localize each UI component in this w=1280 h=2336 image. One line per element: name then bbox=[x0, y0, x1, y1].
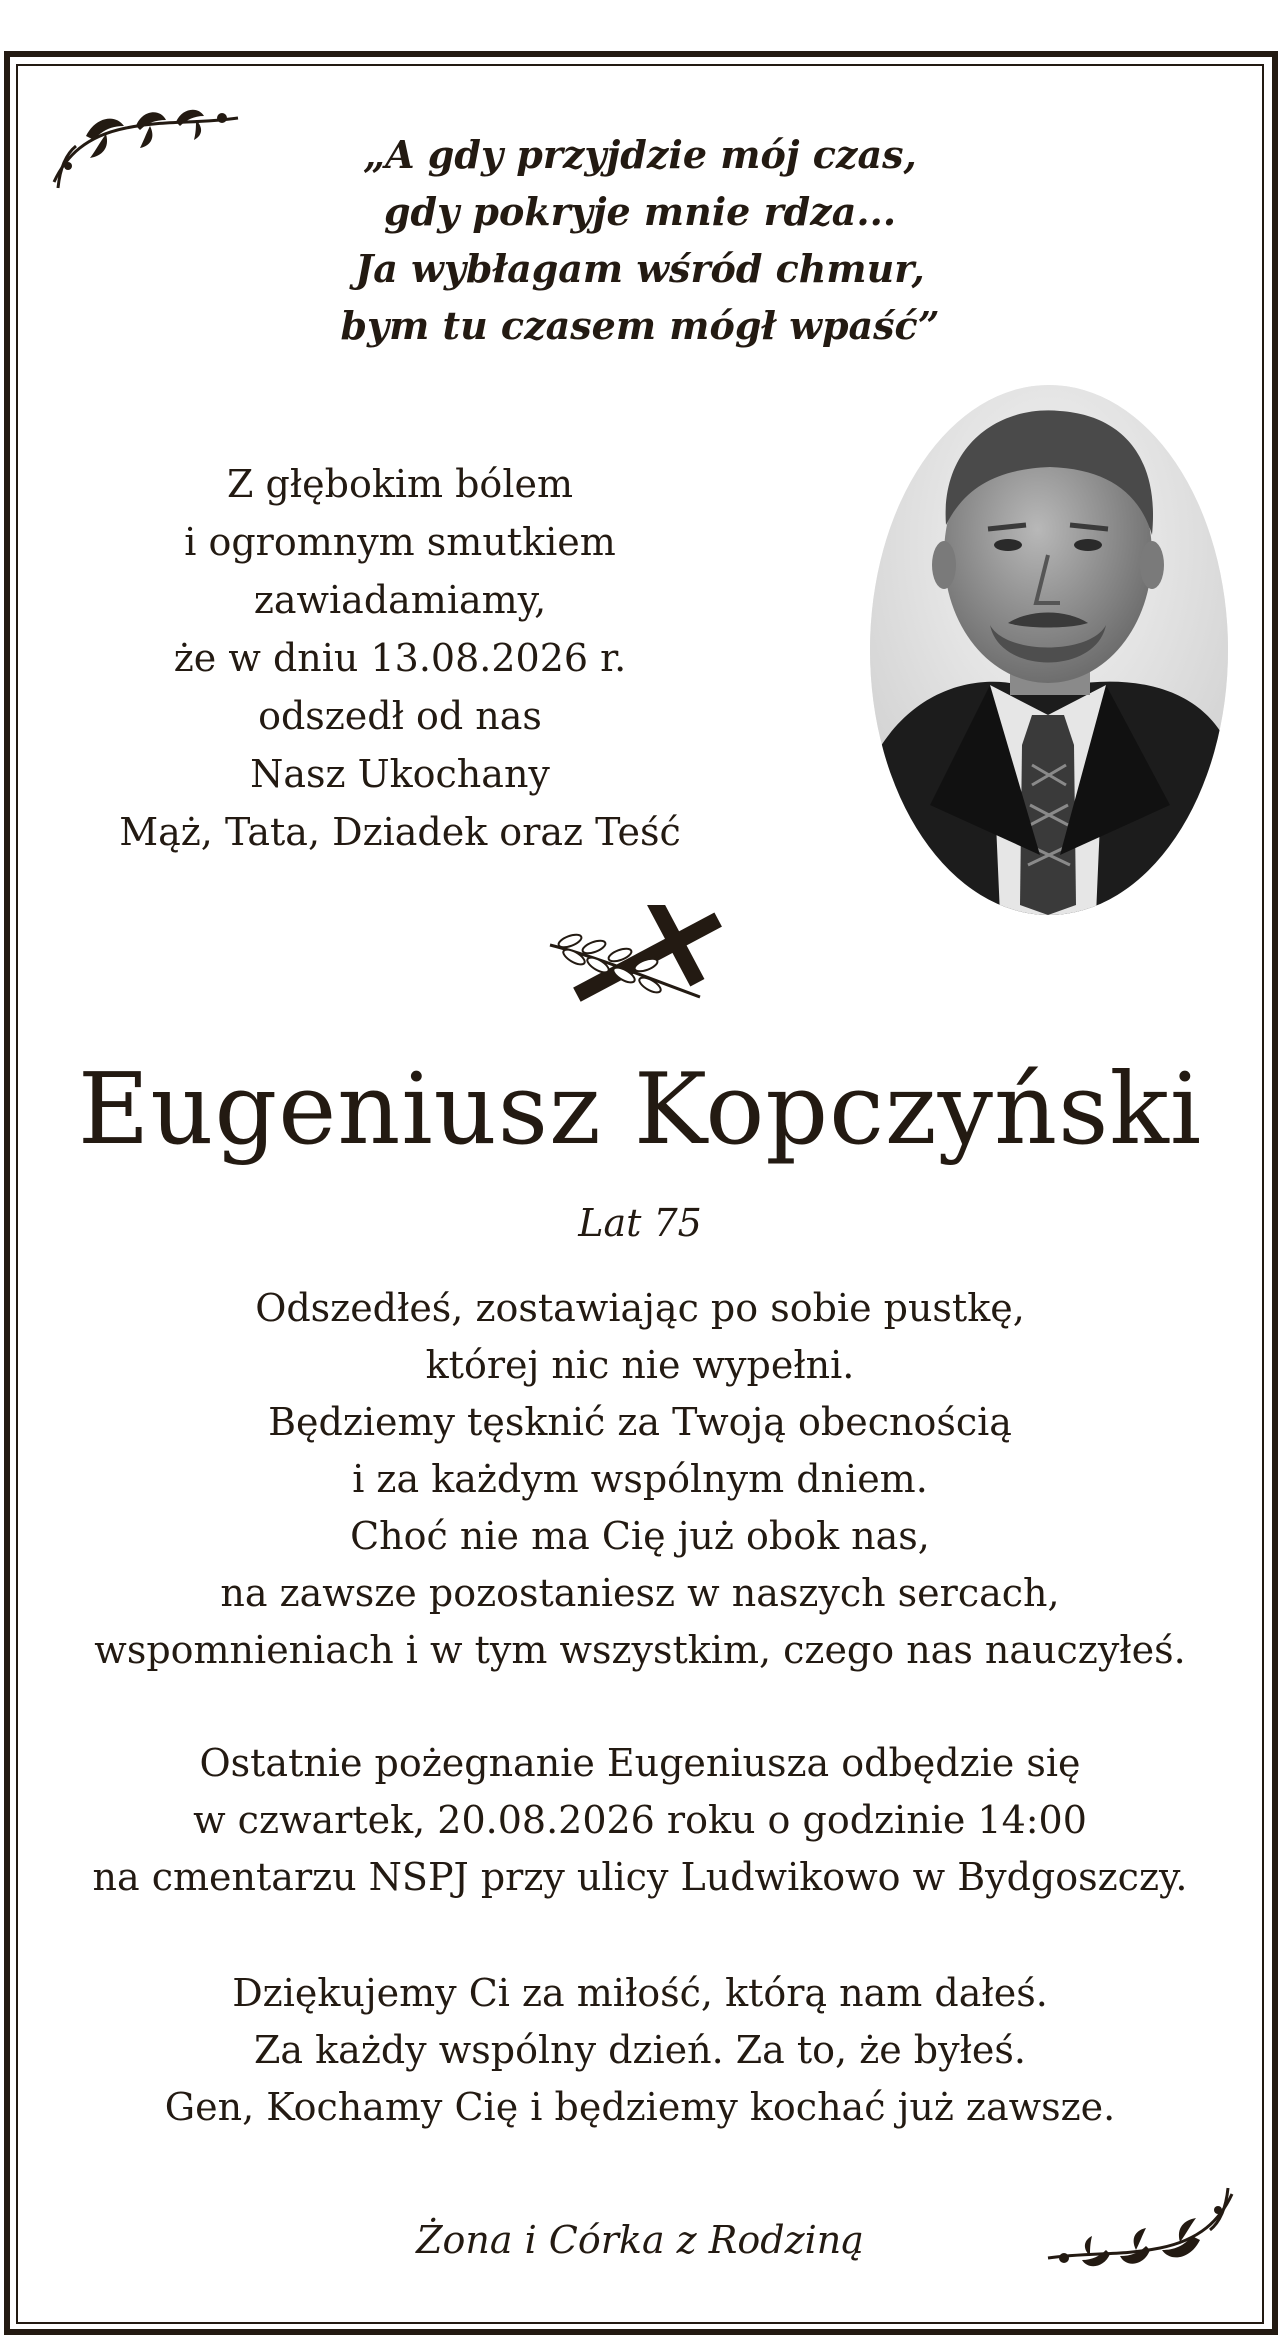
quote-line: gdy pokryje mnie rdza... bbox=[383, 189, 897, 234]
opening-quote bbox=[0, 126, 1280, 354]
quote-line: bym tu czasem mógł wpaść” bbox=[340, 303, 940, 348]
deceased-age: Lat 75 bbox=[578, 1201, 702, 1245]
funeral-line: Ostatnie pożegnanie Eugeniusza odbędzie się bbox=[199, 1741, 1081, 1785]
verse-line: na zawsze pozostaniesz w naszych sercach, bbox=[220, 1571, 1060, 1615]
farewell-line: Dziękujemy Ci za miłość, którą nam dałeś. bbox=[232, 1971, 1048, 2015]
verse-line: której nic nie wypełni. bbox=[425, 1343, 855, 1387]
verse-line: i za każdym wspólnym dniem. bbox=[352, 1457, 928, 1501]
announcement-line: Mąż, Tata, Dziadek oraz Teść bbox=[119, 810, 681, 854]
farewell-line: Za każdy wspólny dzień. Za to, że byłeś. bbox=[254, 2028, 1026, 2072]
announcement-line: Z głębokim bólem bbox=[227, 462, 573, 506]
deceased-name: Eugeniusz Kopczyński bbox=[77, 1053, 1203, 1167]
cross-with-palm-branch-icon bbox=[540, 905, 740, 1019]
verse-line: Będziemy tęsknić za Twoją obecnością bbox=[268, 1400, 1012, 1444]
verse-line: Choć nie ma Cię już obok nas, bbox=[350, 1514, 930, 1558]
announcement-line: odszedł od nas bbox=[258, 694, 542, 738]
announcement-text bbox=[100, 455, 700, 861]
announcement-line: zawiadamiamy, bbox=[253, 578, 547, 622]
farewell-message bbox=[0, 1965, 1280, 2136]
announcement-line: i ogromnym smutkiem bbox=[184, 520, 616, 564]
announcement-line: Nasz Ukochany bbox=[250, 752, 550, 796]
funeral-line: w czwartek, 20.08.2026 roku o godzinie 14:00 bbox=[193, 1798, 1087, 1842]
quote-line: „A gdy przyjdzie mój czas, bbox=[363, 132, 917, 177]
verse-line: Odszedłeś, zostawiając po sobie pustkę, bbox=[255, 1286, 1025, 1330]
farewell-line: Gen, Kochamy Cię i będziemy kochać już zawsze. bbox=[164, 2085, 1116, 2129]
announcement-line: że w dniu 13.08.2026 r. bbox=[173, 636, 627, 680]
portrait-photo bbox=[870, 385, 1228, 915]
funeral-line: na cmentarzu NSPJ przy ulicy Ludwikowo w Bydgoszczy. bbox=[92, 1855, 1188, 1899]
funeral-details bbox=[0, 1735, 1280, 1906]
verse-line: wspomnieniach i w tym wszystkim, czego nas nauczyłeś. bbox=[94, 1628, 1186, 1672]
family-signature: Żona i Córka z Rodziną bbox=[416, 2218, 864, 2262]
memorial-verse bbox=[0, 1280, 1280, 1679]
quote-line: Ja wybłagam wśród chmur, bbox=[355, 246, 925, 291]
